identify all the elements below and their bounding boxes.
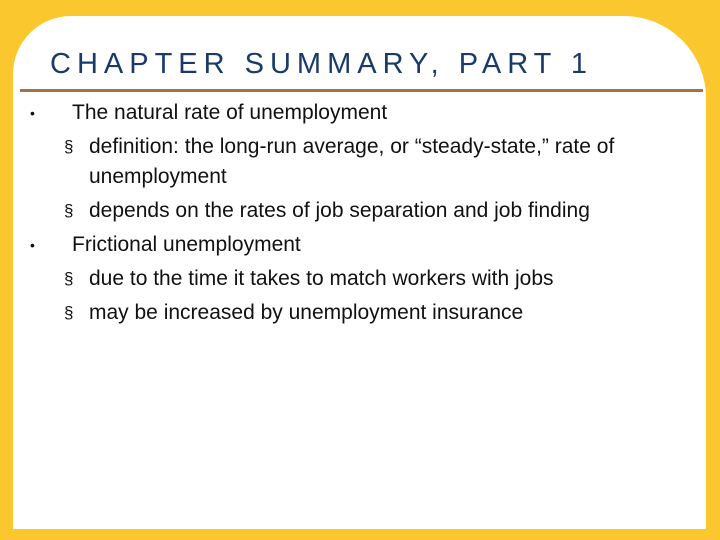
sub-bullet-text: due to the time it takes to match workers with jobs (89, 267, 554, 290)
bullet-item-natural-rate (0, 96, 700, 228)
bullet-dot-icon: • (30, 237, 35, 253)
square-bullet-icon: § (64, 137, 74, 156)
square-bullet-icon: § (64, 201, 74, 220)
bullet-dot-icon: • (30, 105, 35, 121)
slide-title: CHAPTER SUMMARY, PART 1 (50, 48, 594, 80)
sub-bullet-item-insurance (0, 296, 700, 330)
sub-bullet-item-definition (0, 130, 700, 194)
sub-bullet-item-matching-time (0, 262, 700, 296)
bullet-text: The natural rate of unemployment (72, 101, 388, 124)
sub-bullet-list (64, 130, 700, 228)
sub-bullet-text: depends on the rates of job separation and job finding (89, 199, 590, 222)
sub-bullet-item-depends (0, 194, 700, 228)
sub-bullet-text: may be increased by unemployment insurance (89, 301, 524, 324)
sub-bullet-list (64, 262, 700, 330)
bullet-list (0, 96, 700, 330)
sub-bullet-text: definition: the long-run average, or “steady-state,” rate of unemployment (89, 135, 615, 188)
bullet-item-frictional (0, 228, 700, 330)
square-bullet-icon: § (64, 303, 74, 322)
title-divider (20, 89, 703, 92)
bullet-text: Frictional unemployment (72, 233, 301, 256)
square-bullet-icon: § (64, 269, 74, 288)
